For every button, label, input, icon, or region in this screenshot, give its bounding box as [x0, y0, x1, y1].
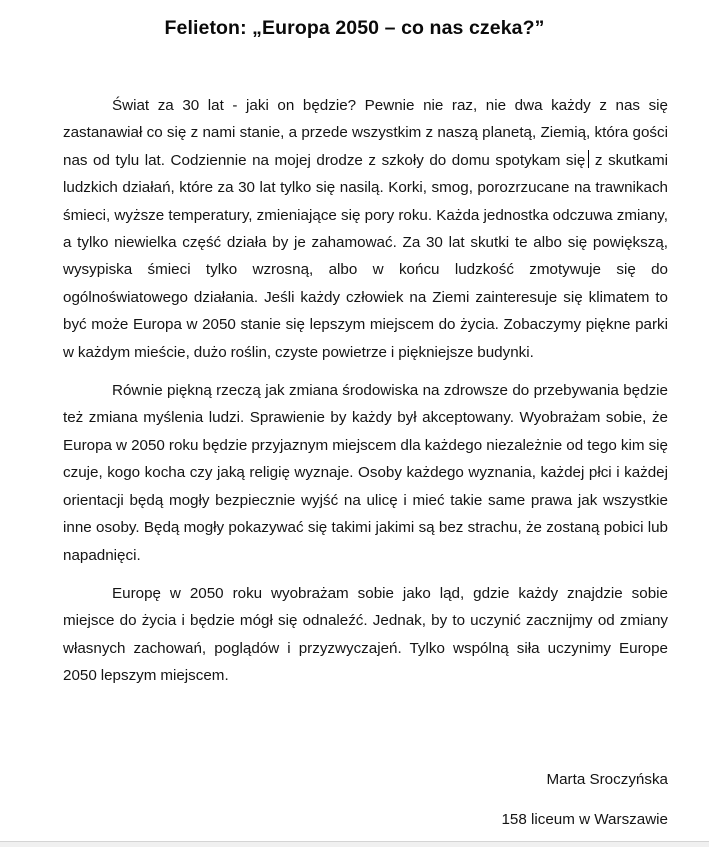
document-title: Felieton: „Europa 2050 – co nas czeka?”	[164, 17, 545, 39]
signature-author: Marta Sroczyńska	[546, 771, 668, 788]
paragraph-3[interactable]: Europę w 2050 roku wyobrażam sobie jako ląd, gdzie każdy znajdzie sobie miejsce do życia i będzie mógł się odnaleźć. Jednak, by to uczynić zacznijmy od zmiany własnych zachowań, poglądów i przyzwyczajeń. Tylko wspólną siła uczynimy Europe 2050 lepszym miejscem.	[63, 584, 668, 685]
signature-school: 158 liceum w Warszawie	[501, 811, 668, 828]
page-bottom-edge	[0, 841, 709, 847]
paragraph-1[interactable]	[63, 92, 668, 366]
document-body[interactable]	[63, 92, 668, 701]
paragraph-2[interactable]: Równie piękną rzeczą jak zmiana środowiska na zdrowsze do przebywania będzie też zmiana myślenia ludzi. Sprawienie by każdy był akceptowany. Wyobrażam sobie, że Europa w 2050 roku będzie przyjaznym miejscem dla każdego niezależnie od tego kim się czuje, kogo kocha czy jaką religię wyznaje. Osoby każdego wyznania, każdej płci i każdej orientacji będą mogły bezpiecznie wyjść na ulicę i mieć takie same prawa jak wszystkie inne osoby. Będą mogły pokazywać się takimi jakimi są bez strachu, że zostaną pobici lub napadnięci.	[63, 382, 668, 564]
paragraph-1-text-start: Świat za 30 lat - jaki on będzie? Pewnie nie raz, nie dwa każdy z nas się zastanawiał co się z nami stanie, a przede wszystkim z naszą planetą, Ziemią, która gości nas od tylu lat. Codziennie na mojej drodze z szkoły do domu spotykam się	[63, 97, 668, 169]
paragraph-1-text-end: z skutkami ludzkich działań, które za 30 lat tylko się nasilą. Korki, smog, porozrzucane na trawnikach śmieci, wyższe temperatury, zmieniające się pory roku. Każda jednostka odczuwa zmiany, a tylko niewielka część działa by je zahamować. Za 30 lat skutki te albo się powiększą, wysypiska śmieci tylko wzrosną, albo w końcu ludzkość zmotywuje się do ogólnoświatowego działania. Jeśli każdy człowiek na Ziemi zainteresuje się klimatem to być może Europa w 2050 stanie się lepszym miejscem do życia. Zobaczymy piękne parki w każdym mieście, dużo roślin, czyste powietrze i piękniejsze budynki.	[63, 151, 669, 361]
